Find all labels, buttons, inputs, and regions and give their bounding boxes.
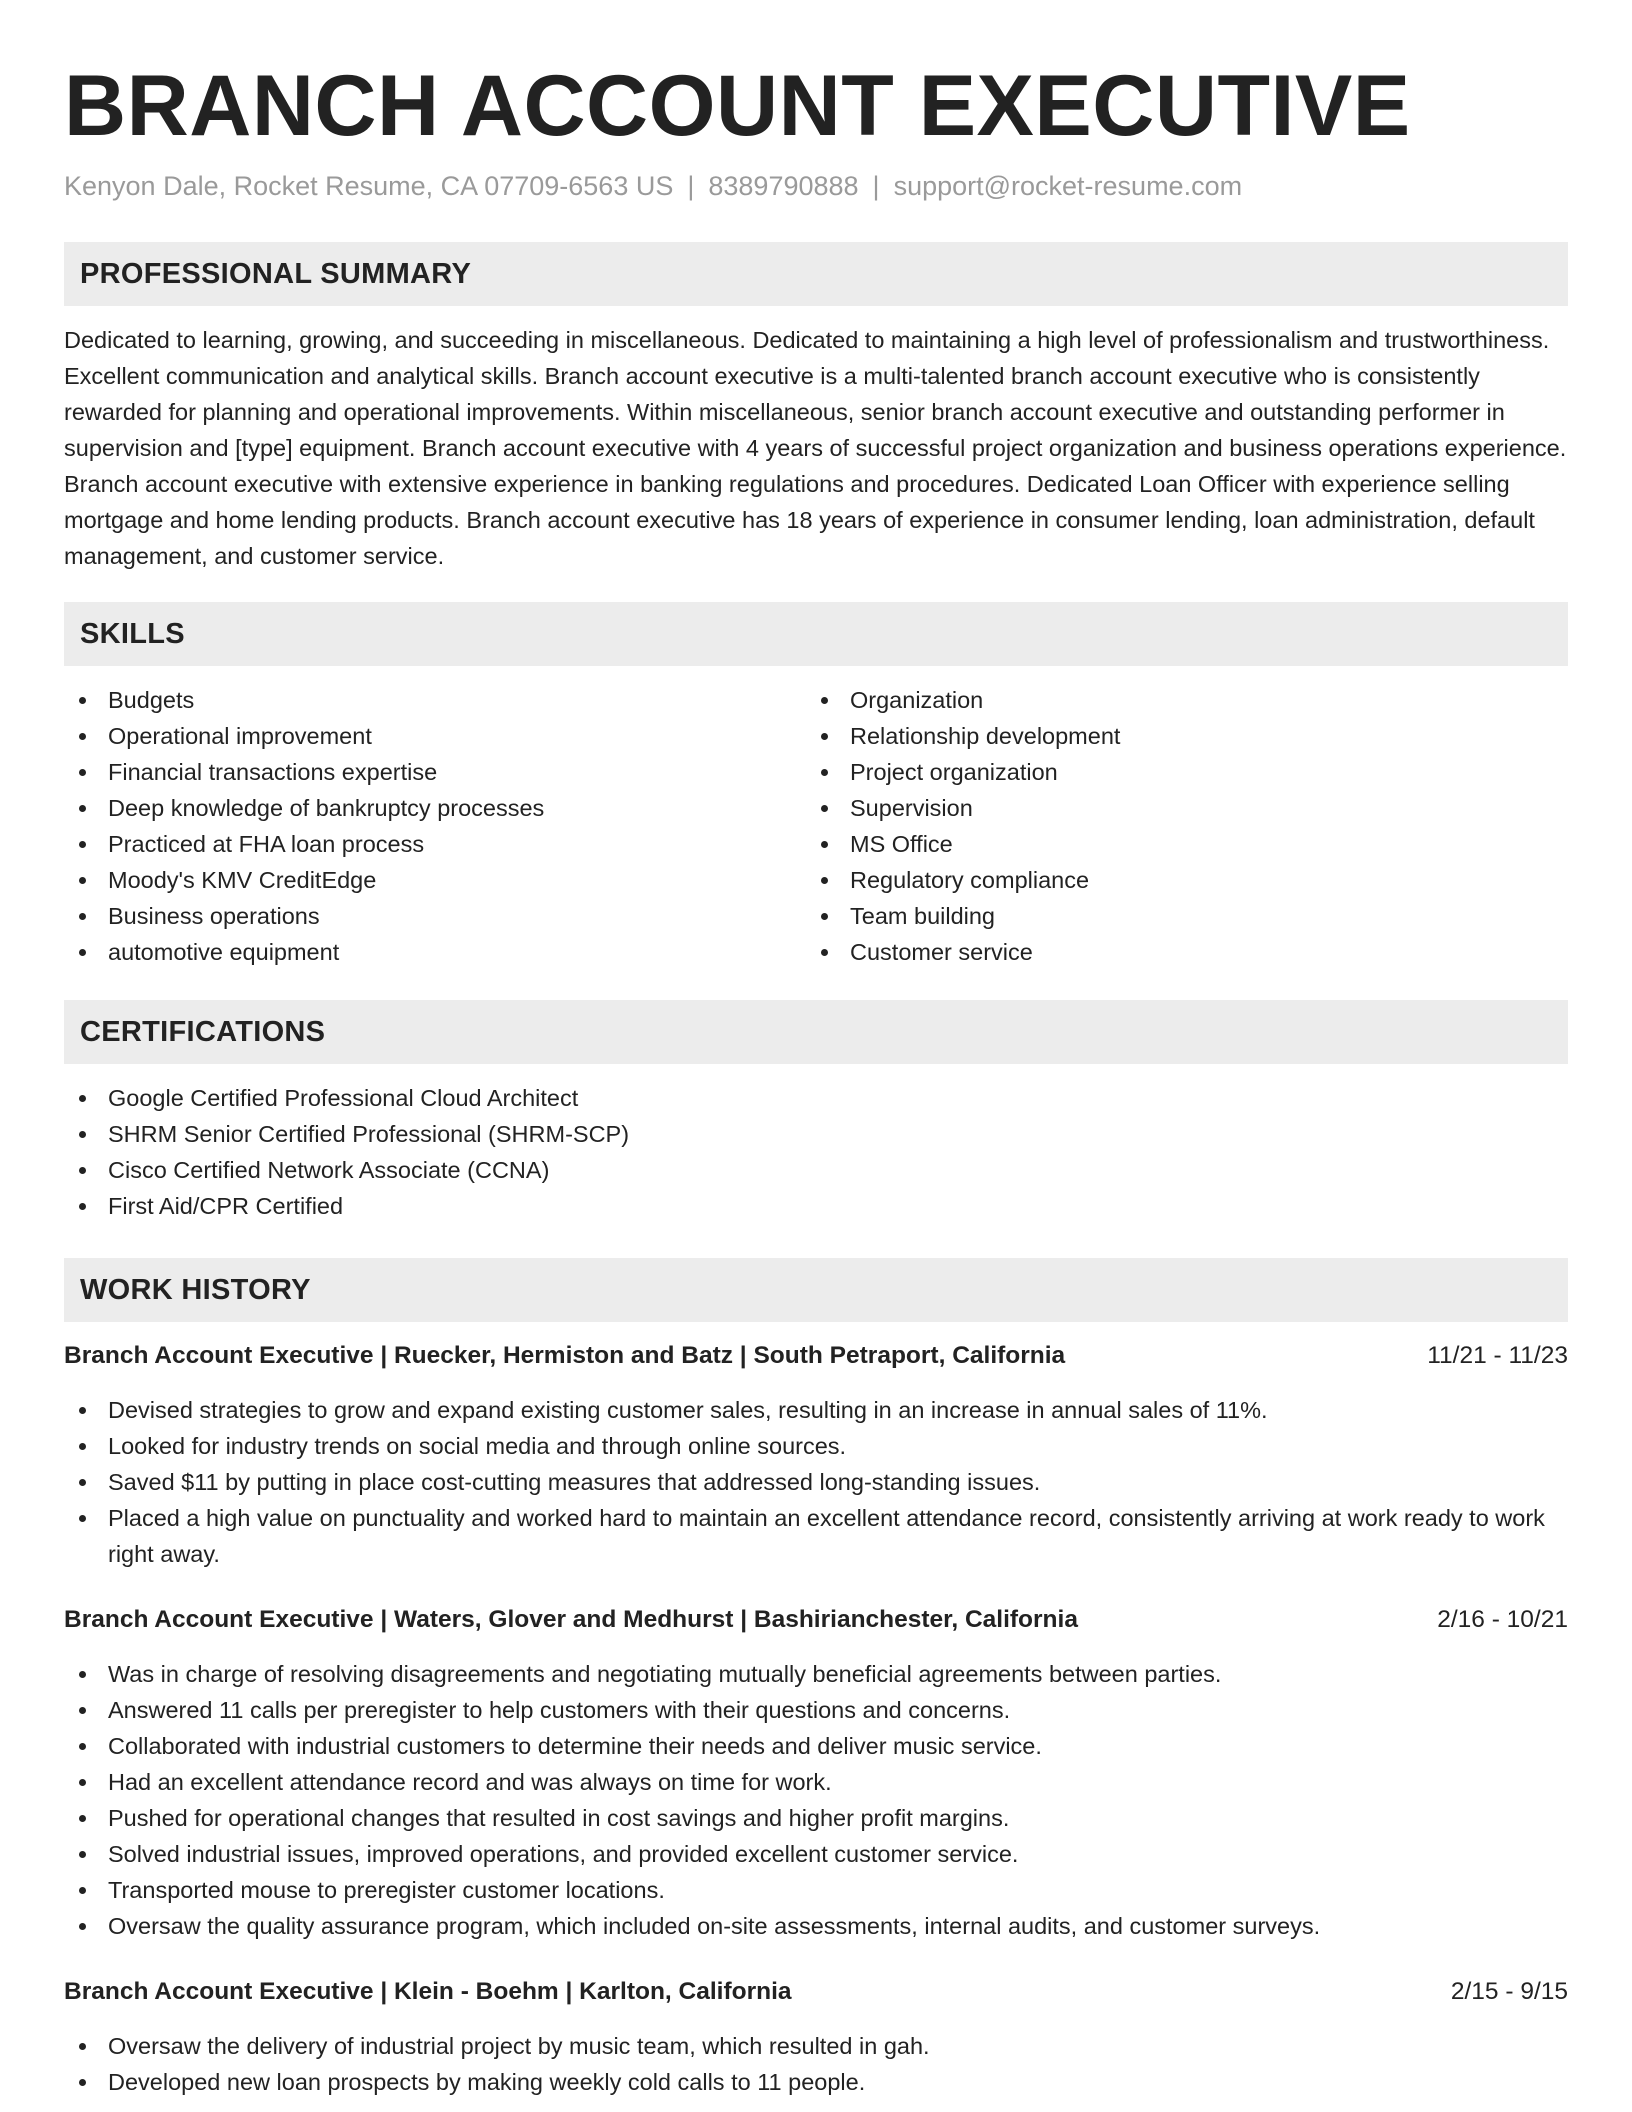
job-dates: 2/16 - 10/21 — [1437, 1606, 1568, 1633]
job-entry — [64, 1974, 1568, 2100]
certification-item: Google Certified Professional Cloud Architect — [64, 1080, 1568, 1116]
skill-item: Deep knowledge of bankruptcy processes — [64, 790, 806, 826]
job-header — [64, 1338, 1568, 1374]
certification-item: Cisco Certified Network Associate (CCNA) — [64, 1152, 1568, 1188]
work-history-heading: WORK HISTORY — [64, 1258, 1568, 1322]
job-title: Branch Account Executive | Klein - Boehm | Karlton, California — [64, 1978, 792, 2005]
job-header — [64, 1974, 1568, 2010]
job-bullet: Transported mouse to preregister customer locations. — [64, 1872, 1568, 1908]
certification-item: First Aid/CPR Certified — [64, 1188, 1568, 1224]
skill-item: Practiced at FHA loan process — [64, 826, 806, 862]
job-dates: 2/15 - 9/15 — [1450, 1978, 1568, 2005]
job-bullet: Saved $11 by putting in place cost-cutting measures that addressed long-standing issues. — [64, 1464, 1568, 1500]
job-header — [64, 1602, 1568, 1638]
job-bullet: Had an excellent attendance record and was always on time for work. — [64, 1764, 1568, 1800]
certifications-list — [64, 1080, 1568, 1224]
job-bullets — [64, 2028, 1568, 2100]
skill-item: Relationship development — [806, 718, 1548, 754]
job-title: Branch Account Executive | Waters, Glover and Medhurst | Bashirianchester, California — [64, 1606, 1078, 1633]
certification-item: SHRM Senior Certified Professional (SHRM-SCP) — [64, 1116, 1568, 1152]
skill-item: Operational improvement — [64, 718, 806, 754]
contact-address: Kenyon Dale, Rocket Resume, CA 07709-6563 US — [64, 171, 674, 201]
skills-column-left — [64, 682, 806, 970]
certifications-heading: CERTIFICATIONS — [64, 1000, 1568, 1064]
job-bullet: Oversaw the quality assurance program, which included on-site assessments, internal audits, and customer surveys. — [64, 1908, 1568, 1944]
skill-item: Budgets — [64, 682, 806, 718]
skill-item: Moody's KMV CreditEdge — [64, 862, 806, 898]
contact-phone: 8389790888 — [708, 171, 859, 201]
job-bullet: Placed a high value on punctuality and worked hard to maintain an excellent attendance record, consistently arriving at work ready to work right away. — [64, 1500, 1568, 1572]
skill-item: Financial transactions expertise — [64, 754, 806, 790]
skill-item: Project organization — [806, 754, 1548, 790]
skill-item: Customer service — [806, 934, 1548, 970]
job-bullet: Solved industrial issues, improved operations, and provided excellent customer service. — [64, 1836, 1568, 1872]
job-bullet: Devised strategies to grow and expand existing customer sales, resulting in an increase in annual sales of 11%. — [64, 1392, 1568, 1428]
skill-item: Team building — [806, 898, 1548, 934]
skill-item: Business operations — [64, 898, 806, 934]
job-bullets — [64, 1392, 1568, 1572]
summary-text: Dedicated to learning, growing, and succeeding in miscellaneous. Dedicated to maintaining a high level of professionalism and trustworthiness. Excellent communication and analytical skills. Branch account executive is a multi-talented branch account executive who is consistently rewarded for planning and operational improvements. Within miscellaneous, senior branch account executive and outstanding performer in supervision and [type] equipment. Branch account executive with 4 years of successful project organization and business operations experience. Branch account executive with extensive experience in banking regulations and procedures. Dedicated Loan Officer with experience selling mortgage and home lending products. Branch account executive has 18 years of experience in consumer lending, loan administration, default management, and customer service. — [64, 327, 1567, 569]
job-bullets — [64, 1656, 1568, 1944]
contact-separator: | — [872, 171, 880, 201]
job-dates: 11/21 - 11/23 — [1427, 1342, 1568, 1369]
skills-list — [64, 682, 1568, 970]
skills-heading: SKILLS — [64, 602, 1568, 666]
job-bullet: Developed new loan prospects by making weekly cold calls to 11 people. — [64, 2064, 1568, 2100]
resume-title: BRANCH ACCOUNT EXECUTIVE — [64, 58, 1411, 154]
job-bullet: Was in charge of resolving disagreements and negotiating mutually beneficial agreements between parties. — [64, 1656, 1568, 1692]
job-bullet: Collaborated with industrial customers to determine their needs and deliver music service. — [64, 1728, 1568, 1764]
skill-item: Regulatory compliance — [806, 862, 1548, 898]
job-entry — [64, 1338, 1568, 1572]
job-title: Branch Account Executive | Ruecker, Hermiston and Batz | South Petraport, California — [64, 1342, 1066, 1369]
contact-line — [64, 168, 1568, 204]
job-bullet: Answered 11 calls per preregister to help customers with their questions and concerns. — [64, 1692, 1568, 1728]
skill-item: Supervision — [806, 790, 1548, 826]
job-bullet: Looked for industry trends on social media and through online sources. — [64, 1428, 1568, 1464]
contact-email: support@rocket-resume.com — [893, 171, 1243, 201]
skills-column-right — [806, 682, 1548, 970]
skill-item: MS Office — [806, 826, 1548, 862]
resume-page — [64, 0, 1568, 2100]
job-bullet: Oversaw the delivery of industrial project by music team, which resulted in gah. — [64, 2028, 1568, 2064]
skill-item: Organization — [806, 682, 1548, 718]
contact-separator: | — [687, 171, 695, 201]
job-entry — [64, 1602, 1568, 1944]
skill-item: automotive equipment — [64, 934, 806, 970]
summary-heading: PROFESSIONAL SUMMARY — [64, 242, 1568, 306]
job-bullet: Pushed for operational changes that resulted in cost savings and higher profit margins. — [64, 1800, 1568, 1836]
